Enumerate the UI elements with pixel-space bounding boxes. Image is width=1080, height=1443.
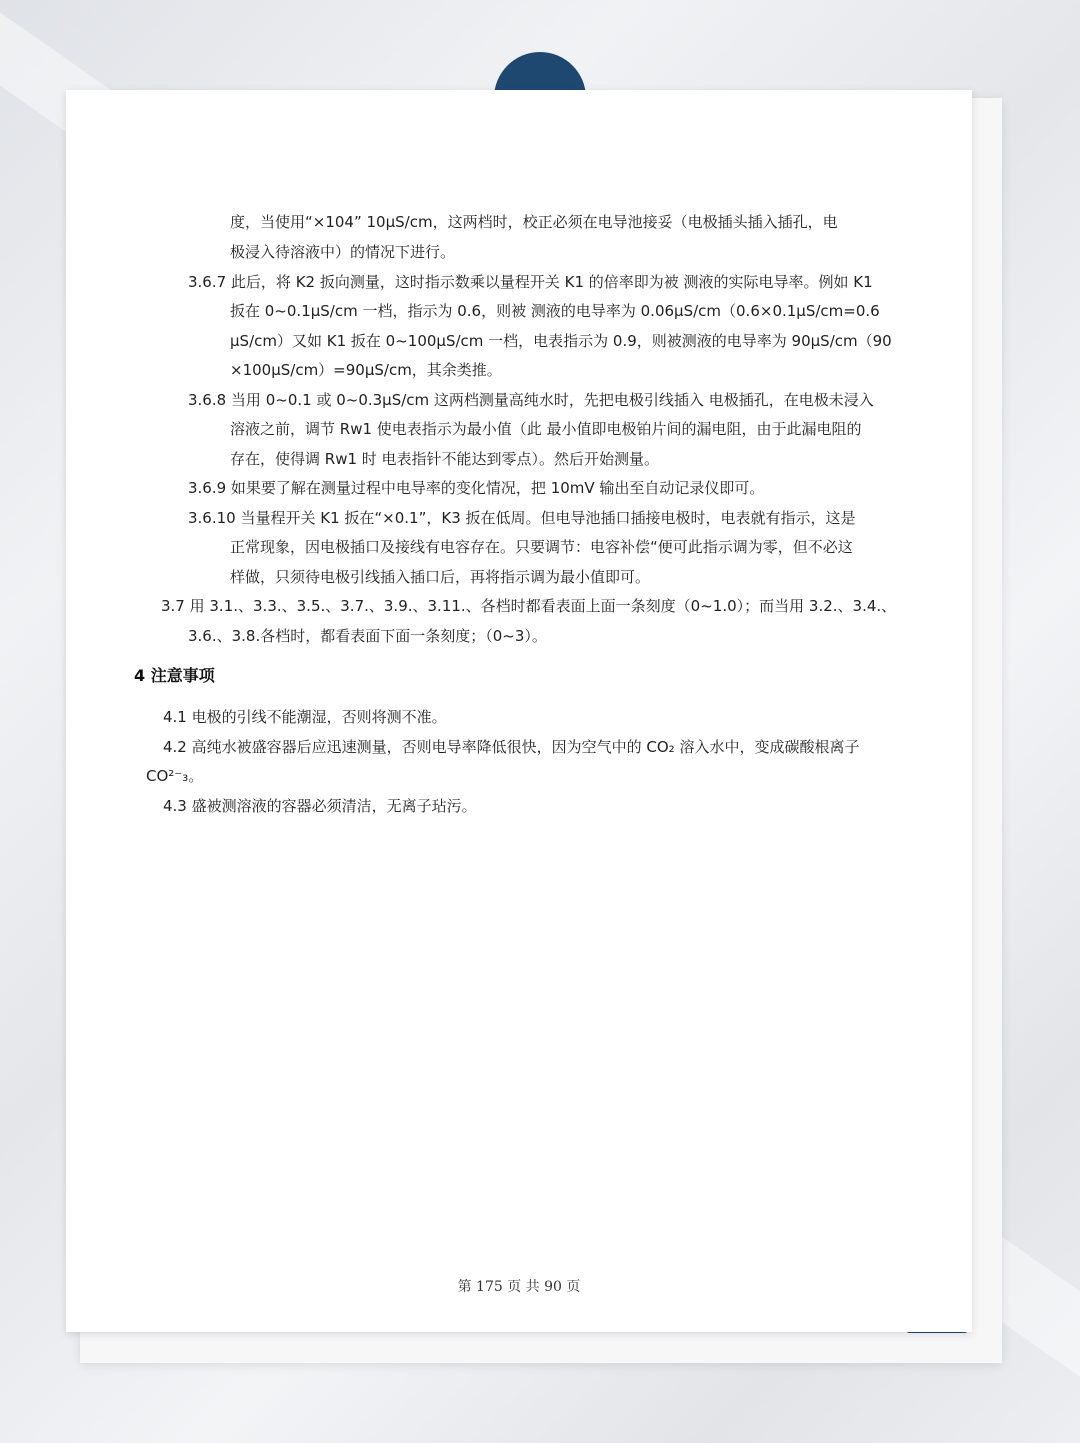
body-line: 正常现象，因电极插口及接线有电容存在。只要调节：电容补偿“便可此指示调为零，但不必这: [230, 538, 853, 556]
body-line: 度，当使用“×104” 10μS/cm，这两档时，校正必须在电导池接妥（电极插头插入插孔，电: [230, 213, 838, 231]
body-line: 扳在 0~0.1μS/cm 一档，指示为 0.6，则被 测液的电导率为 0.06μS/cm（0.6×0.1μS/cm=0.6: [230, 302, 880, 320]
note-line: CO²⁻₃。: [146, 767, 204, 785]
page-footer: 第 175 页 共 90 页: [457, 1279, 581, 1295]
body-line: 溶液之前，调节 Rw1 使电表指示为最小值（此 最小值即电极铂片间的漏电阻，由于此漏电阻的: [230, 420, 862, 438]
note-line: 4.2 高纯水被盛容器后应迅速测量，否则电导率降低很快，因为空气中的 CO₂ 溶入水中，变成碳酸根离子: [163, 738, 860, 756]
body-line: 存在，使得调 Rw1 时 电表指针不能达到零点）。然后开始测量。: [230, 450, 660, 468]
body-line: ×100μS/cm）=90μS/cm，其余类推。: [230, 361, 502, 379]
body-line: 3.6.、3.8.各档时，都看表面下面一条刻度；（0~3）。: [188, 627, 547, 645]
section-heading: 4 注意事项: [134, 666, 215, 685]
body-line: 3.6.7 此后，将 K2 扳向测量，这时指示数乘以量程开关 K1 的倍率即为被 测液的实际电导率。例如 K1: [188, 273, 873, 291]
body-line: 3.7 用 3.1.、3.3.、3.5.、3.7.、3.9.、3.11.、各档时都看表面上面一条刻度（0~1.0）；而当用 3.2.、3.4.、: [161, 597, 897, 615]
body-line: 样做，只须待电极引线插入插口后，再将指示调为最小值即可。: [230, 568, 651, 586]
note-line: 4.3 盛被测溶液的容器必须清洁，无离子玷污。: [163, 797, 477, 815]
document-page: [66, 90, 972, 1332]
body-line: 3.6.9 如果要了解在测量过程中电导率的变化情况，把 10mV 输出至自动记录仪即可。: [188, 479, 765, 497]
body-line: 3.6.8 当用 0~0.1 或 0~0.3μS/cm 这两档测量高纯水时，先把电极引线插入 电极插孔，在电极未浸入: [188, 391, 874, 409]
body-line: μS/cm）又如 K1 扳在 0~100μS/cm 一档，电表指示为 0.9，则被测液的电导率为 90μS/cm（90: [230, 332, 892, 350]
body-line: 3.6.10 当量程开关 K1 扳在“×0.1”，K3 扳在低周。但电导池插口插接电极时，电表就有指示，这是: [188, 509, 856, 527]
note-line: 4.1 电极的引线不能潮湿，否则将测不准。: [163, 708, 447, 726]
body-line: 极浸入待溶液中）的情况下进行。: [230, 243, 456, 261]
